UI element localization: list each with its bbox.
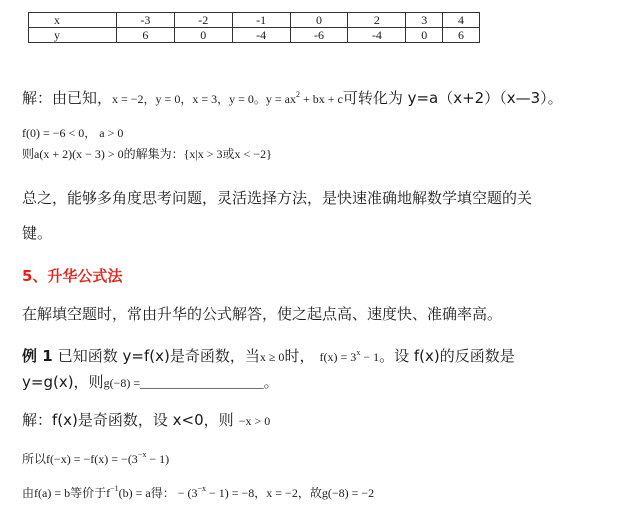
table-cell: -1 [232, 13, 290, 28]
solution-2-text: 解：f(x)是奇函数，设 x<0，则 [22, 411, 234, 429]
given-exponent: 2 [295, 90, 300, 99]
line-2-exponent: −x [137, 450, 147, 459]
solution-1-line [22, 87, 563, 108]
solution-1-condition: f(0) = −6 < 0， a > 0 [22, 126, 124, 140]
example-1-line-2 [22, 371, 279, 392]
line-3-part-c: − 1) = −8，x = −2，故g(−8) = −2 [205, 486, 375, 500]
table-row-x [29, 13, 480, 28]
example-1-condition: x ≥ 0 [259, 350, 285, 364]
given-text: x = −2，y = 0，x = 3，y = 0。y = ax [112, 92, 296, 106]
section-5-heading: 5、升华公式法 [22, 267, 123, 285]
table-cell: 0 [174, 28, 232, 43]
table-cell: 0 [406, 28, 443, 43]
example-1-text-b: 时， [284, 347, 315, 365]
example-1-query: g(−8) = [103, 376, 141, 390]
solution-1-intro: 解：由已知， [22, 89, 113, 107]
summary-line-1: 总之，能够多角度思考问题，灵活选择方法，是快速准确地解数学填空题的关 [22, 189, 533, 207]
line-2-tail: − 1) [146, 452, 170, 466]
table-cell: 3 [406, 13, 443, 28]
solution-1-given [112, 92, 343, 106]
example-1-formula [320, 350, 380, 364]
table-cell: -4 [232, 28, 290, 43]
table-cell: -3 [117, 13, 175, 28]
line-3-part-b: (b) = a得： − (3 [118, 486, 198, 500]
line-3-part-a: 由f(a) = b等价于f [22, 486, 111, 500]
solution-1-result: 则a(x + 2)(x − 3) > 0的解集为：{x|x > 3或x < −2} [22, 147, 272, 161]
given-tail: + bx + c [299, 92, 343, 106]
formula-tail: − 1 [360, 350, 380, 364]
line-3-exponent-1: −1 [110, 484, 119, 493]
intro-paragraph: 在解填空题时，常由升华的公式解答，使之起点高、速度快、准确率高。 [22, 305, 503, 323]
table-cell: -6 [290, 28, 348, 43]
table-cell: 0 [290, 13, 348, 28]
table-cell: -2 [174, 13, 232, 28]
example-1-line-2-end: 。 [263, 373, 279, 391]
table-cell: 2 [348, 13, 406, 28]
example-1-text-a: 已知函数 y=f(x)是奇函数，当 [57, 347, 260, 365]
solution-2-math: −x > 0 [238, 414, 271, 428]
table-cell: 4 [443, 13, 480, 28]
example-1-line-2-text: y=g(x)，则 [22, 373, 104, 391]
solution-2-line-2 [22, 450, 169, 467]
table-cell: 6 [117, 28, 175, 43]
table-cell-x-label: x [29, 13, 117, 28]
formula-exponent: x [356, 348, 361, 357]
value-table [28, 12, 480, 43]
example-1-label: 例 1 [22, 347, 53, 365]
solution-1-convert: 可转化为 y=a（x+2）（x—3）。 [342, 89, 563, 107]
example-1-text-c: 。设 f(x)的反函数是 [379, 347, 515, 365]
line-2-base: 所以f(−x) = −f(x) = −(3 [22, 452, 138, 466]
formula-base: f(x) = 3 [319, 350, 357, 364]
example-1-line-1 [22, 345, 515, 366]
solution-2-line-3 [22, 484, 374, 501]
solution-2-line-1 [22, 409, 270, 430]
answer-blank: ___________________ [140, 375, 264, 390]
table-cell: 6 [443, 28, 480, 43]
summary-line-2: 键。 [22, 224, 53, 242]
table-row-y [29, 28, 480, 43]
table-cell: -4 [348, 28, 406, 43]
line-3-exponent-2: −x [197, 484, 206, 493]
table-cell-y-label: y [29, 28, 117, 43]
